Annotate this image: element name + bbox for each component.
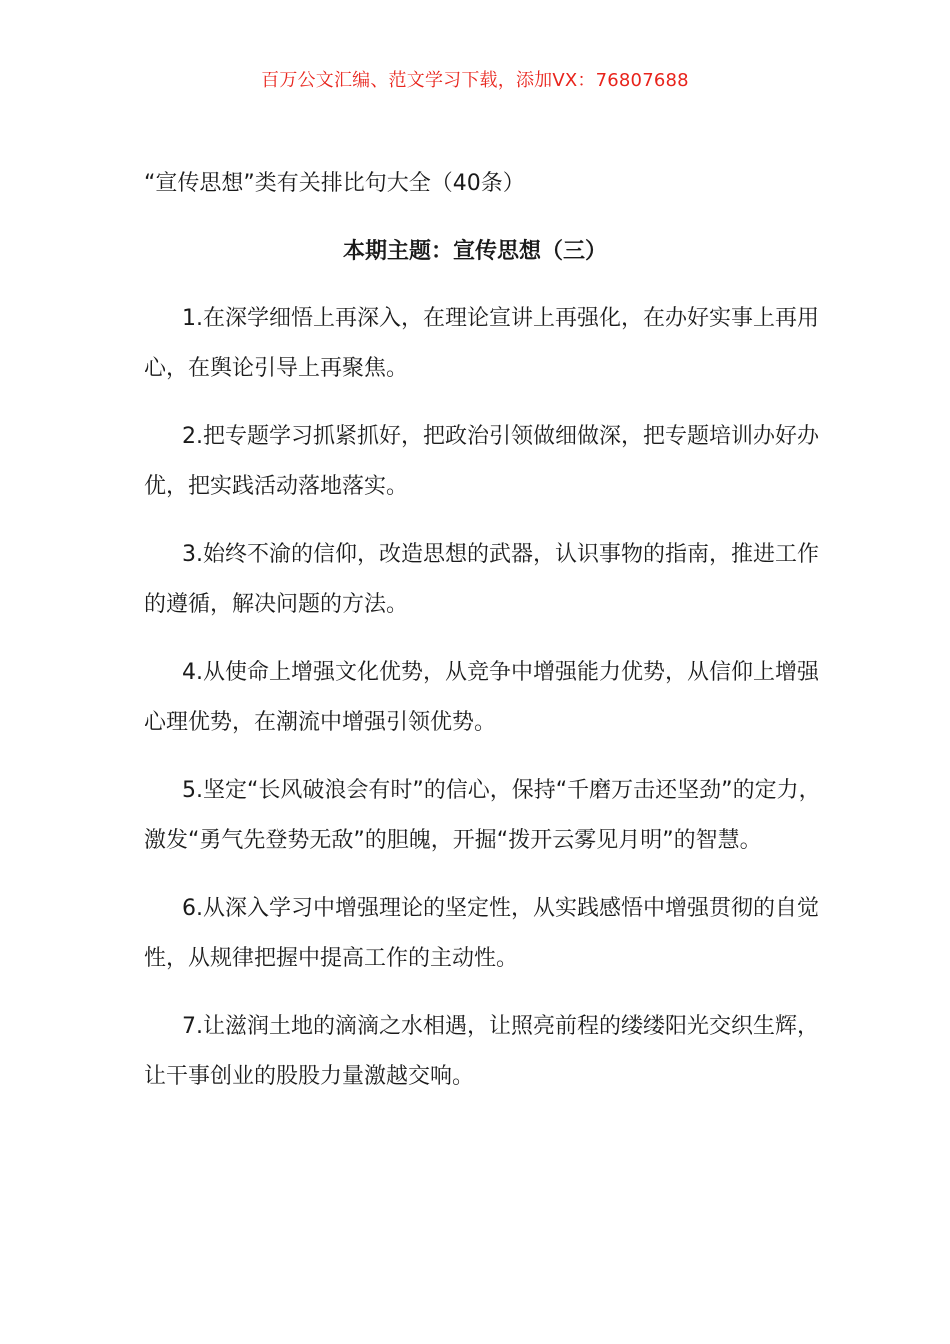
paragraph-3: 3.始终不渝的信仰，改造思想的武器，认识事物的指南，推进工作的遵循，解决问题的方法。 [144,542,819,617]
document-subtitle: 本期主题：宣传思想（三） [342,239,607,264]
paragraph-2: 2.把专题学习抓紧抓好，把政治引领做细做深，把专题培训办好办优，把实践活动落地落实。 [144,424,819,499]
document-title: “宣传思想”类有关排比句大全（40条） [144,171,525,196]
paragraph-6: 6.从深入学习中增强理论的坚定性，从实践感悟中增强贯彻的自觉性，从规律把握中提高工作的主动性。 [144,896,819,971]
paragraph-7: 7.让滋润土地的滴滴之水相遇，让照亮前程的缕缕阳光交织生辉，让干事创业的股股力量激越交响。 [144,1014,819,1089]
paragraph-4: 4.从使命上增强文化优势，从竞争中增强能力优势，从信仰上增强心理优势，在潮流中增强引领优势。 [144,660,819,735]
paragraph-5: 5.坚定“长风破浪会有时”的信心，保持“千磨万击还坚劲”的定力，激发“勇气先登势无敌”的胆魄，开掘“拨开云雾见月明”的智慧。 [144,778,821,853]
document-body [144,294,834,1120]
header-banner: 百万公文汇编、范文学习下载，添加VX：76807688 [261,70,689,91]
paragraph-1: 1.在深学细悟上再深入，在理论宣讲上再强化，在办好实事上再用心，在舆论引导上再聚焦。 [144,306,819,381]
